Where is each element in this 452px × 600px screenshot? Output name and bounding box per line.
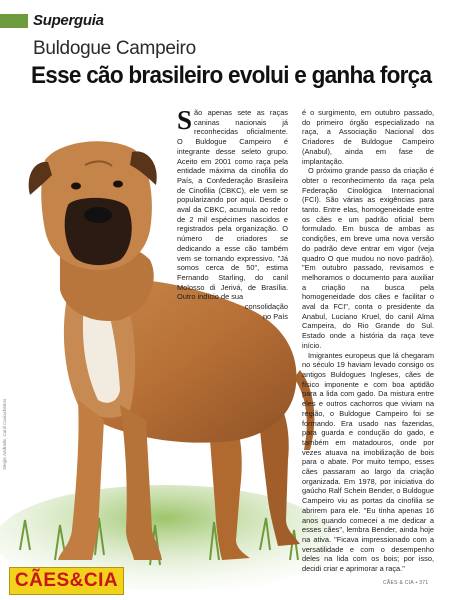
article-column-left (177, 105, 288, 321)
magazine-logo-text: CÃES&CIA (14, 570, 119, 591)
article-paragraph: Imigrantes europeus que lá chegaram no século 19 haviam levado consigo os antigos Buldogues Ingleses, cães de físico imponente e com boa aptidão para a lida com gado. Da mistura entre eles e outros cachorros que viviam na região, o Buldogue Campeiro foi se formando. Era usado nas fazendas, para guarda e condução do gado, e também em matadouros, onde por vezes atuava na imobilização de bois para o abate. Por muito tempo, esses cães passaram ao largo da criação organizada. Em 1978, por iniciativa do gaúcho Ralf Schein Bender, o Buldogue Campeiro viu as portas da cinofilia se abrirem para ele. "Eu tinha apenas 16 anos quando comecei a me dedicar a esses cães", lembra Bender, ainda hoje na ativa. "Ficava impressionado com a versatilidade e com o desempenho deles na lida com os bois; por isso, decidi criar e aprimorar a raça." (302, 350, 434, 574)
article-paragraph-tail: consolidação (244, 302, 288, 312)
dog-nose (84, 207, 112, 223)
article-paragraph-tail: no País (262, 311, 288, 321)
page-folio: CÃES & CIA • 371 (383, 580, 429, 586)
article-kicker: Buldogue Campeiro (33, 38, 196, 59)
article-paragraph: ão apenas sete as raças caninas nacionais já reconhecidas oficialmente. O Buldogue Campeiro é integrante desse seleto grupo. Aceito em 2001 como raça pela entidade máxima da cinofilia do País, a Confederação Brasileira de Cinofilia (CBKC), ele vem se popularizando por aqui. Desde o aval da CBKC, acumula ao redor de 2 mil espécimes nascidos e registrados pela organização. O número de criadores se dedicando a esse cão também vem se tornando expressivo. "Já somos cerca de 50", estima Fernando Starling, do canil Molosso di Jerivá, de Brasília. Outro indício de sua (177, 108, 288, 302)
photo-credit: Sérgio Andrade, Canil Cauiacheiros (2, 398, 7, 470)
article-headline: Esse cão brasileiro evolui e ganha força (31, 62, 432, 89)
article-column-right (302, 108, 434, 574)
article-paragraph: O próximo grande passo da criação é obter o reconhecimento da raça pela Federação Cinológica Internacional (FCI). São várias as exigências para tanto. Entre elas, homogeneidade entre os cães e um padrão oficial bem formulado. Em busca de ambas as condições, em breve uma nova versão do padrão deve entrar em vigor (veja quadro O que mudou no novo padrão). "Em outubro passado, revisamos e melhoramos o documento para auxiliar a criação na busca pela homogeneidade dos cães e facilitar o aval da FCI", conta o presidente da Anabul, Luciano Kruel, do canil Alma Campeira, do Rio Grande do Sul. Estado onde a história da raça teve início. (302, 166, 434, 350)
magazine-logo (9, 567, 124, 595)
dog-eye-left (71, 183, 81, 190)
section-color-bar (0, 14, 28, 28)
article-paragraph: é o surgimento, em outubro passado, do primeiro órgão especializado na raça, a Associação Nacional dos Criadores de Buldogue Campeiro (Anabul), ainda em fase de implantação. (302, 108, 434, 166)
section-label: Superguia (33, 12, 104, 29)
dog-eye-right (113, 181, 123, 188)
drop-cap: S (177, 105, 193, 135)
